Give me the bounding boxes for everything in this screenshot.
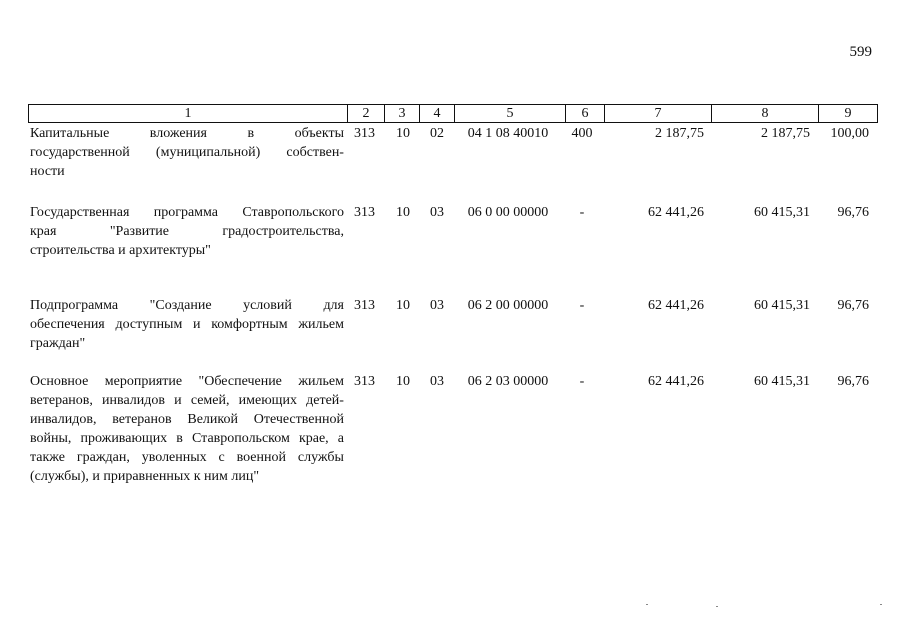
word: (муниципальной): [155, 145, 261, 160]
row-name: [30, 296, 344, 353]
cell-col-2: 313: [354, 205, 375, 220]
row-name-line: [30, 296, 344, 315]
word: в: [176, 431, 183, 446]
row-name-line: (службы), и приравненных к ним лиц": [30, 469, 260, 484]
row-name-line: [30, 222, 344, 241]
scan-speck: [646, 604, 648, 605]
cell-col-4: 03: [430, 298, 444, 313]
word: обеспечения: [30, 317, 105, 332]
header-col-7: 7: [604, 104, 712, 123]
word: собствен-: [286, 145, 344, 160]
cell-col-6: -: [579, 205, 585, 220]
cell-col-2: 313: [354, 374, 375, 389]
word: мероприятие: [104, 374, 183, 389]
cell-col-5: 06 2 00 00000: [467, 298, 549, 313]
cell-col-9: 96,76: [837, 374, 869, 389]
word: края: [30, 224, 57, 239]
cell-col-4: 02: [430, 126, 444, 141]
word: жильем: [298, 374, 344, 389]
row-name-line: [30, 391, 344, 410]
word: "Развитие: [109, 224, 170, 239]
word: крае,: [298, 431, 329, 446]
cell-col-8: 2 187,75: [761, 126, 810, 141]
cell-col-9: 100,00: [830, 126, 869, 141]
header-col-3: 3: [384, 104, 420, 123]
scan-speck: [716, 606, 718, 607]
table-header: [28, 104, 878, 123]
cell-col-4: 03: [430, 205, 444, 220]
cell-col-3: 10: [396, 126, 410, 141]
cell-col-7: 62 441,26: [648, 298, 704, 313]
word: войны,: [30, 431, 72, 446]
row-name-line: [30, 410, 344, 429]
word: службы: [297, 450, 344, 465]
word: комфортным: [211, 317, 288, 332]
word: для: [323, 298, 344, 313]
word: "Создание: [149, 298, 212, 313]
cell-col-9: 96,76: [837, 205, 869, 220]
cell-col-9: 96,76: [837, 298, 869, 313]
word: Подпрограмма: [30, 298, 119, 313]
word: Капитальные: [30, 126, 110, 141]
cell-col-8: 60 415,31: [754, 374, 810, 389]
word: "Обеспечение: [198, 374, 282, 389]
row-name-line: [30, 372, 344, 391]
word: Государственная: [30, 205, 130, 220]
cell-col-4: 03: [430, 374, 444, 389]
word: условий: [243, 298, 292, 313]
header-col-1: 1: [28, 104, 348, 123]
header-col-8: 8: [711, 104, 819, 123]
cell-col-3: 10: [396, 205, 410, 220]
word: Ставропольского: [242, 205, 344, 220]
row-name: [30, 124, 344, 181]
scan-speck: [880, 604, 882, 605]
cell-col-6: -: [579, 298, 585, 313]
word: Великой: [187, 412, 238, 427]
row-name-line: [30, 315, 344, 334]
header-col-6: 6: [565, 104, 605, 123]
word: детей-: [306, 393, 344, 408]
row-name-line: [30, 124, 344, 143]
row-name-line: ности: [30, 164, 65, 179]
cell-col-5: 04 1 08 40010: [467, 126, 549, 141]
cell-col-7: 2 187,75: [655, 126, 704, 141]
word: также: [30, 450, 66, 465]
row-name: [30, 372, 344, 486]
word: инвалидов,: [30, 412, 97, 427]
cell-col-3: 10: [396, 298, 410, 313]
word: градостроительства,: [222, 224, 344, 239]
cell-col-5: 06 2 03 00000: [467, 374, 549, 389]
word: Отечественной: [253, 412, 344, 427]
row-name-line: [30, 143, 344, 162]
cell-col-6: 400: [571, 126, 593, 141]
word: военной: [236, 450, 287, 465]
word: и: [174, 393, 182, 408]
word: объекты: [294, 126, 344, 141]
row-name-line: [30, 203, 344, 222]
word: с: [218, 450, 225, 465]
row-name-line: граждан": [30, 336, 86, 351]
word: программа: [153, 205, 219, 220]
word: а: [337, 431, 344, 446]
word: вложения: [149, 126, 207, 141]
word: уволенных: [141, 450, 207, 465]
word: Основное: [30, 374, 89, 389]
row-name-line: [30, 429, 344, 448]
header-col-2: 2: [347, 104, 385, 123]
cell-col-2: 313: [354, 298, 375, 313]
header-col-5: 5: [454, 104, 566, 123]
cell-col-7: 62 441,26: [648, 374, 704, 389]
word: семей,: [190, 393, 230, 408]
word: граждан,: [76, 450, 130, 465]
row-name: [30, 203, 344, 260]
word: имеющих: [238, 393, 297, 408]
word: в: [247, 126, 255, 141]
cell-col-8: 60 415,31: [754, 205, 810, 220]
cell-col-2: 313: [354, 126, 375, 141]
word: проживающих: [80, 431, 168, 446]
word: и: [193, 317, 201, 332]
word: Ставропольском: [192, 431, 290, 446]
page-number: 599: [849, 44, 872, 60]
row-name-line: строительства и архитектуры": [30, 243, 211, 258]
cell-col-5: 06 0 00 00000: [467, 205, 549, 220]
word: инвалидов: [102, 393, 166, 408]
word: жильем: [298, 317, 344, 332]
header-col-4: 4: [419, 104, 455, 123]
cell-col-6: -: [579, 374, 585, 389]
cell-col-7: 62 441,26: [648, 205, 704, 220]
cell-col-8: 60 415,31: [754, 298, 810, 313]
cell-col-3: 10: [396, 374, 410, 389]
row-name-line: [30, 448, 344, 467]
word: доступным: [115, 317, 183, 332]
header-col-9: 9: [818, 104, 878, 123]
word: ветеранов: [112, 412, 172, 427]
word: государственной: [30, 145, 130, 160]
word: ветеранов,: [30, 393, 93, 408]
